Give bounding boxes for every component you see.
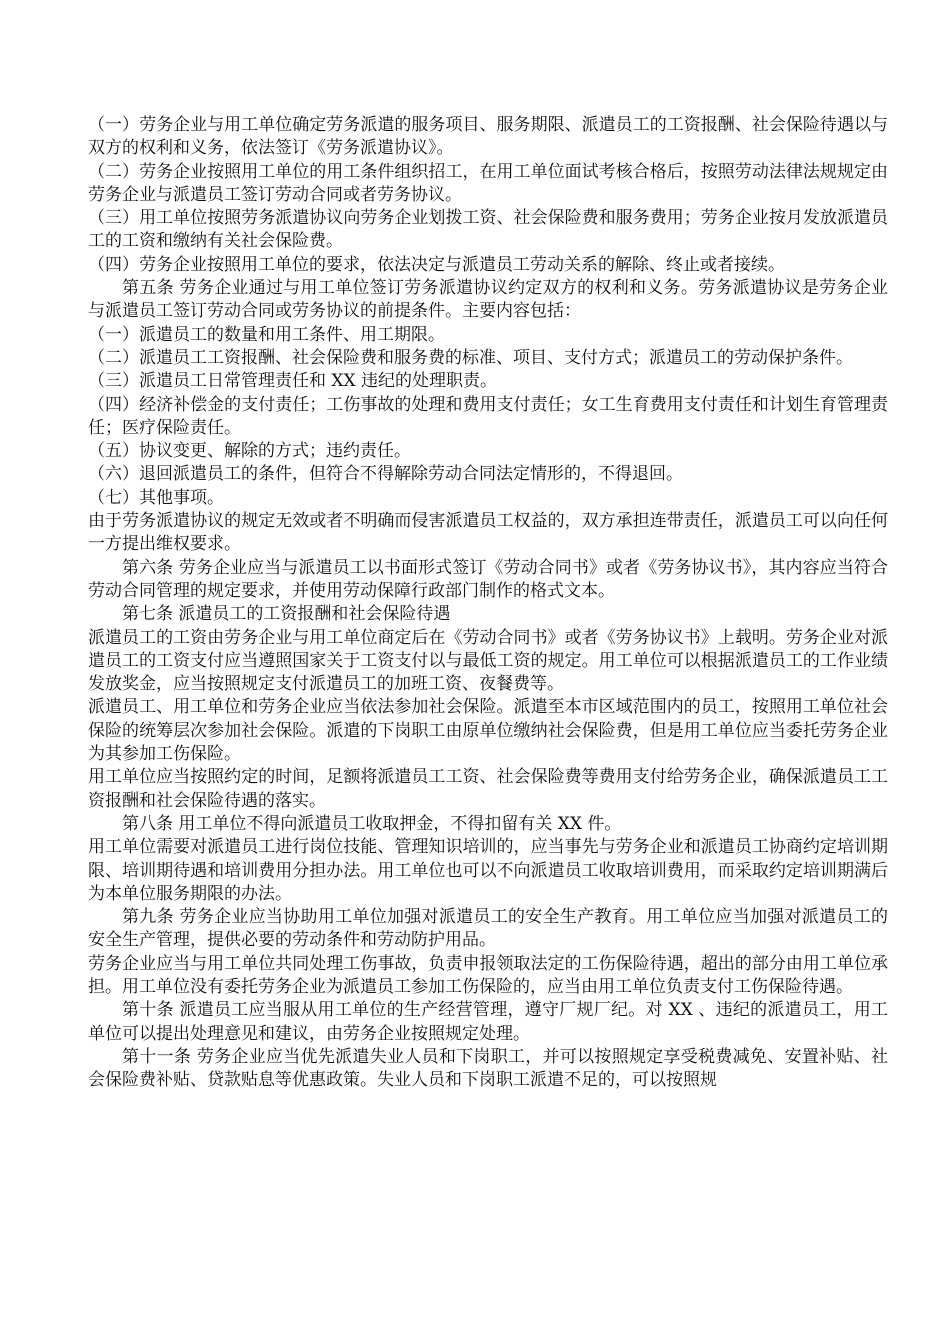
clause-item-2: （二）劳务企业按照用工单位的用工条件组织招工，在用工单位面试考核合格后，按照劳动法律法规规定由劳务企业与派遣员工签订劳动合同或者劳务协议。 — [88, 161, 888, 205]
article-5-item-4: （四）经济补偿金的支付责任；工伤事故的处理和费用支付责任；女工生育费用支付责任和计划生育管理责任；医疗保险责任。 — [88, 394, 888, 438]
article-10: 第十条 派遣员工应当服从用工单位的生产经营管理，遵守厂规厂纪。对 XX 、违纪的派遣员工，用工单位可以提出处理意见和建议，由劳务企业按照规定处理。 — [88, 1000, 888, 1044]
article-7: 第七条 派遣员工的工资报酬和社会保险待遇 — [122, 604, 451, 625]
document-page — [88, 114, 888, 1092]
clause-item-1: （一）劳务企业与用工单位确定劳务派遣的服务项目、服务期限、派遣员工的工资报酬、社会保险待遇以与双方的权利和义务，依法签订《劳务派遣协议》。 — [88, 115, 888, 159]
article-9: 第九条 劳务企业应当协助用工单位加强对派遣员工的安全生产教育。用工单位应当加强对派遣员工的安全生产管理，提供必要的劳动条件和劳动防护用品。 — [88, 907, 888, 951]
article-5-item-1: （一）派遣员工的数量和用工条件、用工期限。 — [88, 324, 445, 345]
article-5: 第五条 劳务企业通过与用工单位签订劳务派遣协议约定双方的权利和义务。劳务派遣协议是劳务企业与派遣员工签订劳动合同或劳务协议的前提条件。主要内容包括： — [88, 278, 888, 322]
article-7-insurance: 派遣员工、用工单位和劳务企业应当依法参加社会保险。派遣至本市区域范围内的员工，按照用工单位社会保险的统筹层次参加社会保险。派遣的下岗职工由原单位缴纳社会保险费，但是用工单位应当委托劳务企业为其参加工伤保险。 — [88, 697, 888, 765]
article-5-liability: 由于劳务派遣协议的规定无效或者不明确而侵害派遣员工权益的，双方承担连带责任，派遣员工可以向任何一方提出维权要求。 — [88, 511, 888, 555]
article-7-wages: 派遣员工的工资由劳务企业与用工单位商定后在《劳动合同书》或者《劳务协议书》上载明。劳务企业对派遣员工的工资支付应当遵照国家关于工资支付以与最低工资的规定。用工单位可以根据派遣员工的工作业绩发放奖金，应当按照规定支付派遣员工的加班工资、夜餐费等。 — [88, 627, 888, 695]
article-11: 第十一条 劳务企业应当优先派遣失业人员和下岗职工，并可以按照规定享受税费减免、安置补贴、社会保险费补贴、贷款贴息等优惠政策。失业人员和下岗职工派遣不足的，可以按照规 — [88, 1046, 888, 1091]
article-5-item-7: （七）其他事项。 — [88, 487, 224, 508]
article-5-item-6: （六）退回派遣员工的条件，但符合不得解除劳动合同法定情形的，不得退回。 — [88, 464, 683, 485]
article-9-injury: 劳务企业应当与用工单位共同处理工伤事故，负责申报领取法定的工伤保险待遇，超出的部分由用工单位承担。用工单位没有委托劳务企业为派遣员工参加工伤保险的，应当由用工单位负责支付工伤保险待遇。 — [88, 953, 888, 997]
article-7-payment: 用工单位应当按照约定的时间，足额将派遣员工工资、社会保险费等费用支付给劳务企业，确保派遣员工工资报酬和社会保险待遇的落实。 — [88, 767, 888, 811]
article-8: 第八条 用工单位不得向派遣员工收取押金，不得扣留有关 XX 件。 — [122, 813, 622, 834]
article-5-item-3: （三）派遣员工日常管理责任和 XX 违纪的处理职责。 — [88, 371, 498, 392]
clause-item-4: （四）劳务企业按照用工单位的要求，依法决定与派遣员工劳动关系的解除、终止或者接续。 — [88, 254, 785, 275]
article-5-item-5: （五）协议变更、解除的方式；违约责任。 — [88, 441, 411, 462]
article-6: 第六条 劳务企业应当与派遣员工以书面形式签订《劳动合同书》或者《劳务协议书》，其内容应当符合劳动合同管理的规定要求，并使用劳动保障行政部门制作的格式文本。 — [88, 557, 888, 601]
clause-item-3: （三）用工单位按照劳务派遣协议向劳务企业划拨工资、社会保险费和服务费用；劳务企业按月发放派遣员工的工资和缴纳有关社会保险费。 — [88, 208, 888, 252]
article-8-training: 用工单位需要对派遣员工进行岗位技能、管理知识培训的，应当事先与劳务企业和派遣员工协商约定培训期限、培训期待遇和培训费用分担办法。用工单位也可以不向派遣员工收取培训费用，而采取约定培训期满后为本单位服务期限的办法。 — [88, 837, 888, 904]
article-5-item-2: （二）派遣员工工资报酬、社会保险费和服务费的标准、项目、支付方式；派遣员工的劳动保护条件。 — [88, 347, 853, 368]
